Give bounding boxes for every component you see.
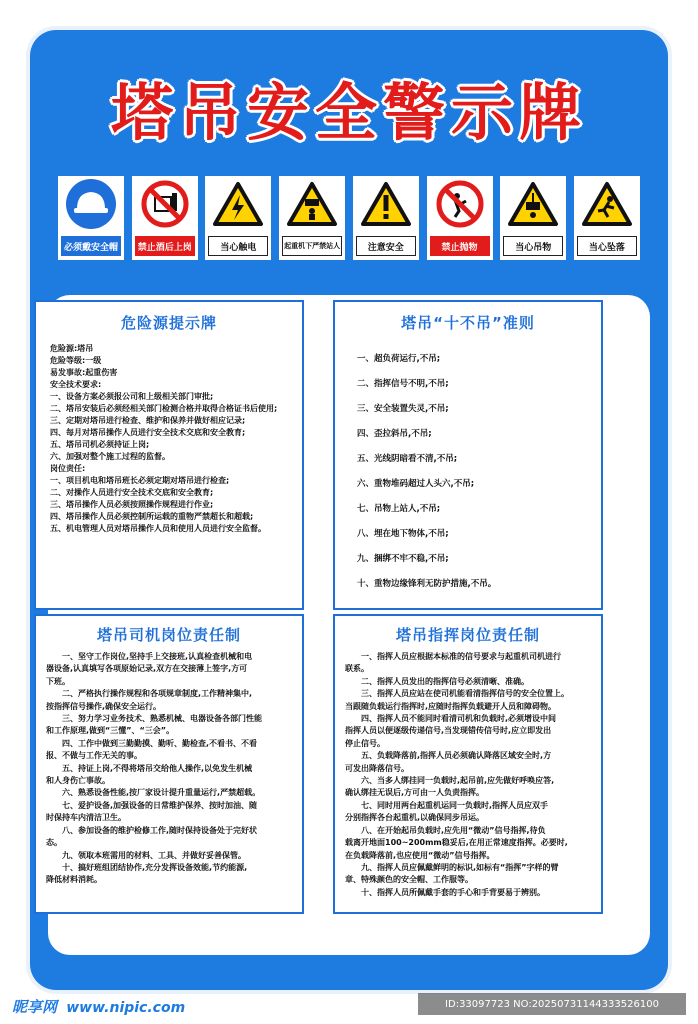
signaler-duties-card [333, 614, 603, 914]
text-line: 联系。 [345, 664, 369, 674]
text-line: 二、塔吊安装后必须经相关部门检测合格并取得合格证书后使用; [50, 404, 278, 413]
no-throwing-icon [427, 176, 493, 232]
sign-fall-hazard [574, 176, 640, 260]
sign-caption: 注意安全 [356, 236, 416, 256]
text-line: 十、指挥人员所佩戴手套的手心和手背要易于辨别。 [345, 887, 545, 897]
rule-line: 四、歪拉斜吊,不吊; [357, 429, 432, 439]
text-line: 六、熟悉设备性能,按厂家设计提升重量运行,严禁超载。 [46, 788, 261, 798]
text-line: 一、坚守工作岗位,坚持手上交接班,认真检查机械和电 [46, 652, 253, 661]
warning-sign-row [58, 176, 640, 260]
sign-caption: 起重机下严禁站人 [282, 236, 342, 256]
site-watermark [12, 996, 185, 1017]
text-line: 确认绑挂无误后,方可由一人负责指挥。 [345, 788, 485, 798]
text-line: 四、指挥人员不能同时看清司机和负载时,必须增设中间 [345, 714, 557, 724]
sign-hanging-load [500, 176, 566, 260]
site-url: www.nipic.com [66, 1000, 186, 1016]
text-line: 态。 [46, 838, 62, 848]
ten-no-lift-rules-card [333, 300, 603, 610]
text-line: 四、每月对塔吊操作人员进行安全技术交底和安全教育; [50, 428, 246, 437]
sign-caption: 当心触电 [208, 236, 268, 256]
text-line: 指挥人员以便逐级传递信号,当发现错传信号时,应立即发出 [345, 726, 552, 736]
fall-hazard-icon [574, 176, 640, 232]
text-line: 三、塔吊操作人员必须按照操作规程进行作业; [50, 500, 214, 509]
text-line: 岗位责任: [50, 464, 86, 473]
text-line: 一、指挥人员应根据本标准的信号要求与起重机司机进行 [345, 652, 561, 661]
text-line: 安全技术要求: [50, 380, 102, 389]
text-line: 二、对操作人员进行安全技术交底和安全教育; [50, 488, 214, 497]
text-line: 二、严格执行操作规程和各项规章制度,工作精神集中, [46, 689, 253, 699]
site-name: 昵享网 [12, 998, 58, 1016]
helmet-icon [58, 176, 124, 232]
text-line: 五、负载降落前,指挥人员必须确认降落区域安全时,方 [345, 751, 552, 761]
text-line: 四、塔吊操作人员必须控制所运载的重物严禁超长和超载; [50, 512, 254, 521]
text-line: 一、项目机电和塔吊班长必须定期对塔吊进行检查; [50, 476, 230, 485]
ten-rules-body [335, 343, 601, 597]
text-line: 载离开地面100~200mm稳妥后,在用正常速度指挥。必要时, [345, 838, 568, 848]
sign-caption: 当心吊物 [503, 236, 563, 256]
text-line: 停止信号。 [345, 738, 385, 748]
sign-attention-safety [353, 176, 419, 260]
text-line: 易发事故:起重伤害 [50, 368, 118, 377]
rule-line: 九、捆绑不牢不稳,不吊; [357, 554, 449, 564]
text-line: 按指挥信号操作,确保安全运行。 [46, 701, 162, 711]
text-line: 五、塔吊司机必须持证上岗; [50, 440, 150, 449]
sign-wear-helmet [58, 176, 124, 260]
exclamation-icon [353, 176, 419, 232]
text-line: 下班。 [46, 676, 70, 686]
sign-caption: 禁止酒后上岗 [135, 236, 195, 256]
text-line: 时保持车内清洁卫生。 [46, 813, 126, 823]
signaler-duties-heading: 塔吊指挥岗位责任制 [395, 626, 540, 644]
text-line: 三、指挥人员应站在使司机能看清指挥信号的安全位置上。 [345, 689, 569, 699]
text-line: 七、同时用两台起重机运同一负载时,指挥人员应双手 [345, 800, 549, 810]
text-line: 器设备,认真填写各项原始记录,双方在交接薄上签字,方可 [46, 664, 248, 674]
image-id-watermark: ID:33097723 NO:20250731144333526100 [418, 993, 686, 1015]
text-line: 五、机电管理人员对塔吊操作人员和使用人员进行安全监督。 [50, 524, 266, 533]
text-line: 二、指挥人员发出的指挥信号必须清晰、准确。 [345, 676, 529, 686]
hazard-card-body [36, 343, 302, 535]
rule-line: 二、指挥信号不明,不吊; [357, 379, 449, 389]
ten-rules-heading: 塔吊“十不吊”准则 [401, 314, 535, 332]
text-line: 三、定期对塔吊进行检查、维护和保养并做好相应记录; [50, 416, 246, 425]
text-line: 当跟随负载运行指挥时,应随时指挥负载避开人员和障碍物。 [345, 701, 557, 711]
text-line: 在负载降落前,也应使用“微动”信号指挥。 [345, 850, 495, 860]
sign-caption: 禁止抛物 [430, 236, 490, 256]
rule-line: 八、埋在地下物体,不吊; [357, 529, 449, 539]
no-drinking-icon [132, 176, 198, 232]
signaler-duties-body [335, 651, 601, 899]
text-line: 和人身伤亡事故。 [46, 776, 110, 786]
text-line: 八、在开始起吊负载时,应先用“微动”信号指挥,待负 [345, 825, 546, 835]
rule-line: 六、重物堆码超过人头六,不吊; [357, 479, 475, 489]
text-line: 和工作原理,做到“三懂”、“三会”。 [46, 726, 175, 736]
text-line: 七、爱护设备,加强设备的日常维护保养、按时加油、随 [46, 800, 258, 810]
rule-line: 五、光线阴暗看不清,不吊; [357, 454, 458, 464]
text-line: 危险源:塔吊 [50, 344, 94, 353]
text-line: 十、搞好班组团结协作,充分发挥设备效能,节约能源, [46, 862, 248, 872]
rule-line: 一、超负荷运行,不吊; [357, 354, 441, 364]
text-line: 四、工作中做到三勤勤摸、勤听、勤检查,不看书、不看 [46, 738, 258, 748]
driver-duties-body [36, 651, 302, 887]
sign-caption: 当心坠落 [577, 236, 637, 256]
text-line: 六、当多人绑挂同一负载时,起吊前,应先做好呼唤应答, [345, 776, 555, 786]
text-line: 降低材料消耗。 [46, 875, 102, 885]
sign-caption: 必须戴安全帽 [61, 236, 121, 256]
text-line: 章、特殊颜色的安全帽、工作服等。 [345, 875, 473, 885]
text-line: 八、参加设备的维护检修工作,随时保持设备处于完好状 [46, 825, 258, 835]
text-line: 危险等级:一级 [50, 356, 102, 365]
text-line: 分别指挥各台起重机,以确保同步吊运。 [345, 813, 485, 823]
rule-line: 十、重物边缘锋利无防护措施,不吊。 [357, 579, 497, 589]
text-line: 九、领取本班需用的材料、工具、并做好妥善保管。 [46, 850, 246, 860]
crane-hazard-icon [279, 176, 345, 232]
driver-duties-card [34, 614, 304, 914]
text-line: 可发出降落信号。 [345, 763, 409, 773]
electric-shock-icon [205, 176, 271, 232]
text-line: 报、不做与工作无关的事。 [46, 751, 142, 761]
rule-line: 三、安全装置失灵,不吊; [357, 404, 449, 414]
sign-no-throwing [427, 176, 493, 260]
text-line: 五、持证上岗,不得将塔吊交给他人操作,以免发生机械 [46, 763, 253, 773]
sign-no-drinking [132, 176, 198, 260]
hazard-card-heading: 危险源提示牌 [120, 314, 217, 332]
driver-duties-heading: 塔吊司机岗位责任制 [96, 626, 241, 644]
rule-line: 七、吊物上站人,不吊; [357, 504, 441, 514]
hanging-load-icon [500, 176, 566, 232]
sign-no-standing-under-crane [279, 176, 345, 260]
hazard-source-card [34, 300, 304, 610]
sign-electric-shock [205, 176, 271, 260]
page-title: 塔吊安全警示牌 [110, 76, 587, 149]
text-line: 一、设备方案必须报公司和上级相关部门审批; [50, 392, 214, 401]
text-line: 九、指挥人员应佩戴鲜明的标识,如标有“指挥”字样的臂 [345, 862, 559, 872]
text-line: 三、努力学习业务技术、熟悉机械、电器设备各部门性能 [46, 714, 262, 724]
text-line: 六、加强对整个施工过程的监督。 [50, 452, 170, 461]
